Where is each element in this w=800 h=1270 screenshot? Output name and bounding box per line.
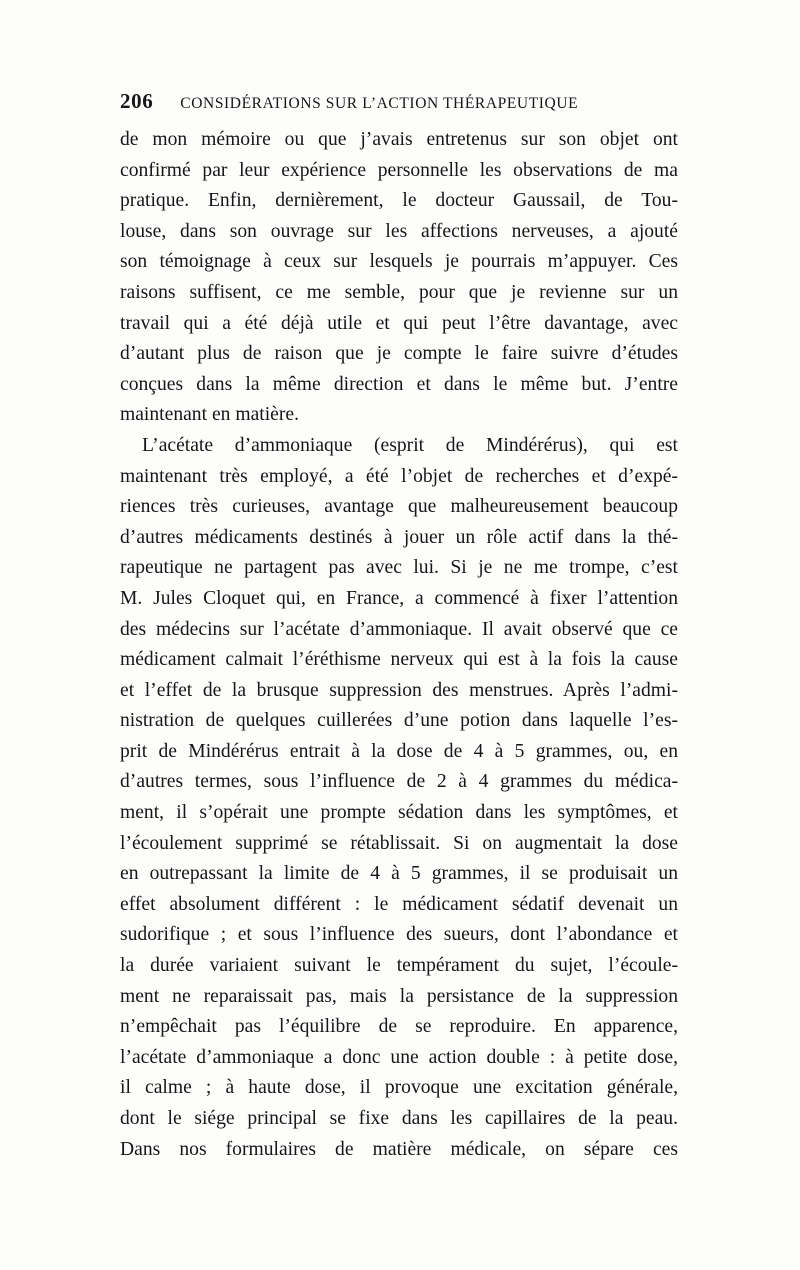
text-line: l’acétate d’ammoniaque a donc une action double : à petite dose,: [120, 1046, 678, 1068]
running-title: CONSIDÉRATIONS SUR L’ACTION THÉRAPEUTIQUE: [180, 95, 579, 112]
text-line: pratique. Enfin, dernièrement, le docteur Gaussail, de Tou-: [120, 190, 678, 212]
text-line: médicament calmait l’éréthisme nerveux qui est à la fois la cause: [120, 649, 678, 671]
text-line: raisons suffisent, ce me semble, pour que je revienne sur un: [120, 281, 678, 303]
text-line: ment, il s’opérait une prompte sédation dans les symptômes, et: [120, 802, 678, 824]
text-line: en outrepassant la limite de 4 à 5 grammes, il se produisait un: [120, 863, 678, 885]
text-line: conçues dans la même direction et dans le même but. J’entre: [120, 373, 678, 395]
text-line: l’écoulement supprimé se rétablissait. Si on augmentait la dose: [120, 832, 678, 854]
text-line: travail qui a été déjà utile et qui peut l’être davantage, avec: [120, 312, 678, 334]
text-line: des médecins sur l’acétate d’ammoniaque. Il avait observé que ce: [120, 618, 678, 640]
text-line: L’acétate d’ammoniaque (esprit de Mindérérus), qui est: [142, 434, 678, 456]
text-line: la durée variaient suivant le tempérament du sujet, l’écoule-: [120, 955, 678, 977]
text-line: de mon mémoire ou que j’avais entretenus sur son objet ont: [120, 129, 678, 150]
text-line: d’autres termes, sous l’influence de 2 à 4 grammes du médica-: [120, 771, 678, 793]
text-line: d’autres médicaments destinés à jouer un rôle actif dans la thé-: [120, 526, 678, 548]
text-line: dont le siége principal se fixe dans les capillaires de la peau.: [120, 1108, 678, 1129]
text-line: maintenant en matière.: [120, 404, 299, 426]
text-line: il calme ; à haute dose, il provoque une excitation générale,: [120, 1077, 678, 1099]
text-line: et l’effet de la brusque suppression des menstrues. Après l’admi-: [120, 679, 678, 701]
text-line: rapeutique ne partagent pas avec lui. Si je ne me trompe, c’est: [120, 557, 678, 579]
body-text: [120, 125, 678, 1165]
text-line: d’autant plus de raison que je compte le faire suivre d’études: [120, 343, 678, 365]
text-line: sudorifique ; et sous l’influence des sueurs, dont l’abondance et: [120, 924, 678, 946]
text-line: nistration de quelques cuillerées d’une potion dans laquelle l’es-: [120, 710, 678, 732]
text-line: Dans nos formulaires de matière médicale, on sépare ces: [120, 1138, 678, 1160]
page-number: 206: [120, 89, 154, 113]
text-line: prit de Mindérérus entrait à la dose de 4 à 5 grammes, ou, en: [120, 740, 678, 762]
text-line: son témoignage à ceux sur lesquels je pourrais m’appuyer. Ces: [120, 251, 678, 273]
running-head: [120, 89, 680, 121]
text-line: effet absolument différent : le médicament sédatif devenait un: [120, 893, 678, 915]
text-line: ment ne reparaissait pas, mais la persistance de la suppression: [120, 985, 678, 1007]
text-line: riences très curieuses, avantage que malheureusement beaucoup: [120, 496, 678, 518]
text-line: M. Jules Cloquet qui, en France, a commencé à fixer l’attention: [120, 587, 678, 609]
text-line: maintenant très employé, a été l’objet de recherches et d’expé-: [120, 465, 678, 487]
text-line: n’empêchait pas l’équilibre de se reproduire. En apparence,: [120, 1016, 678, 1038]
text-line: louse, dans son ouvrage sur les affections nerveuses, a ajouté: [120, 220, 678, 242]
text-line: confirmé par leur expérience personnelle les observations de ma: [120, 159, 678, 181]
